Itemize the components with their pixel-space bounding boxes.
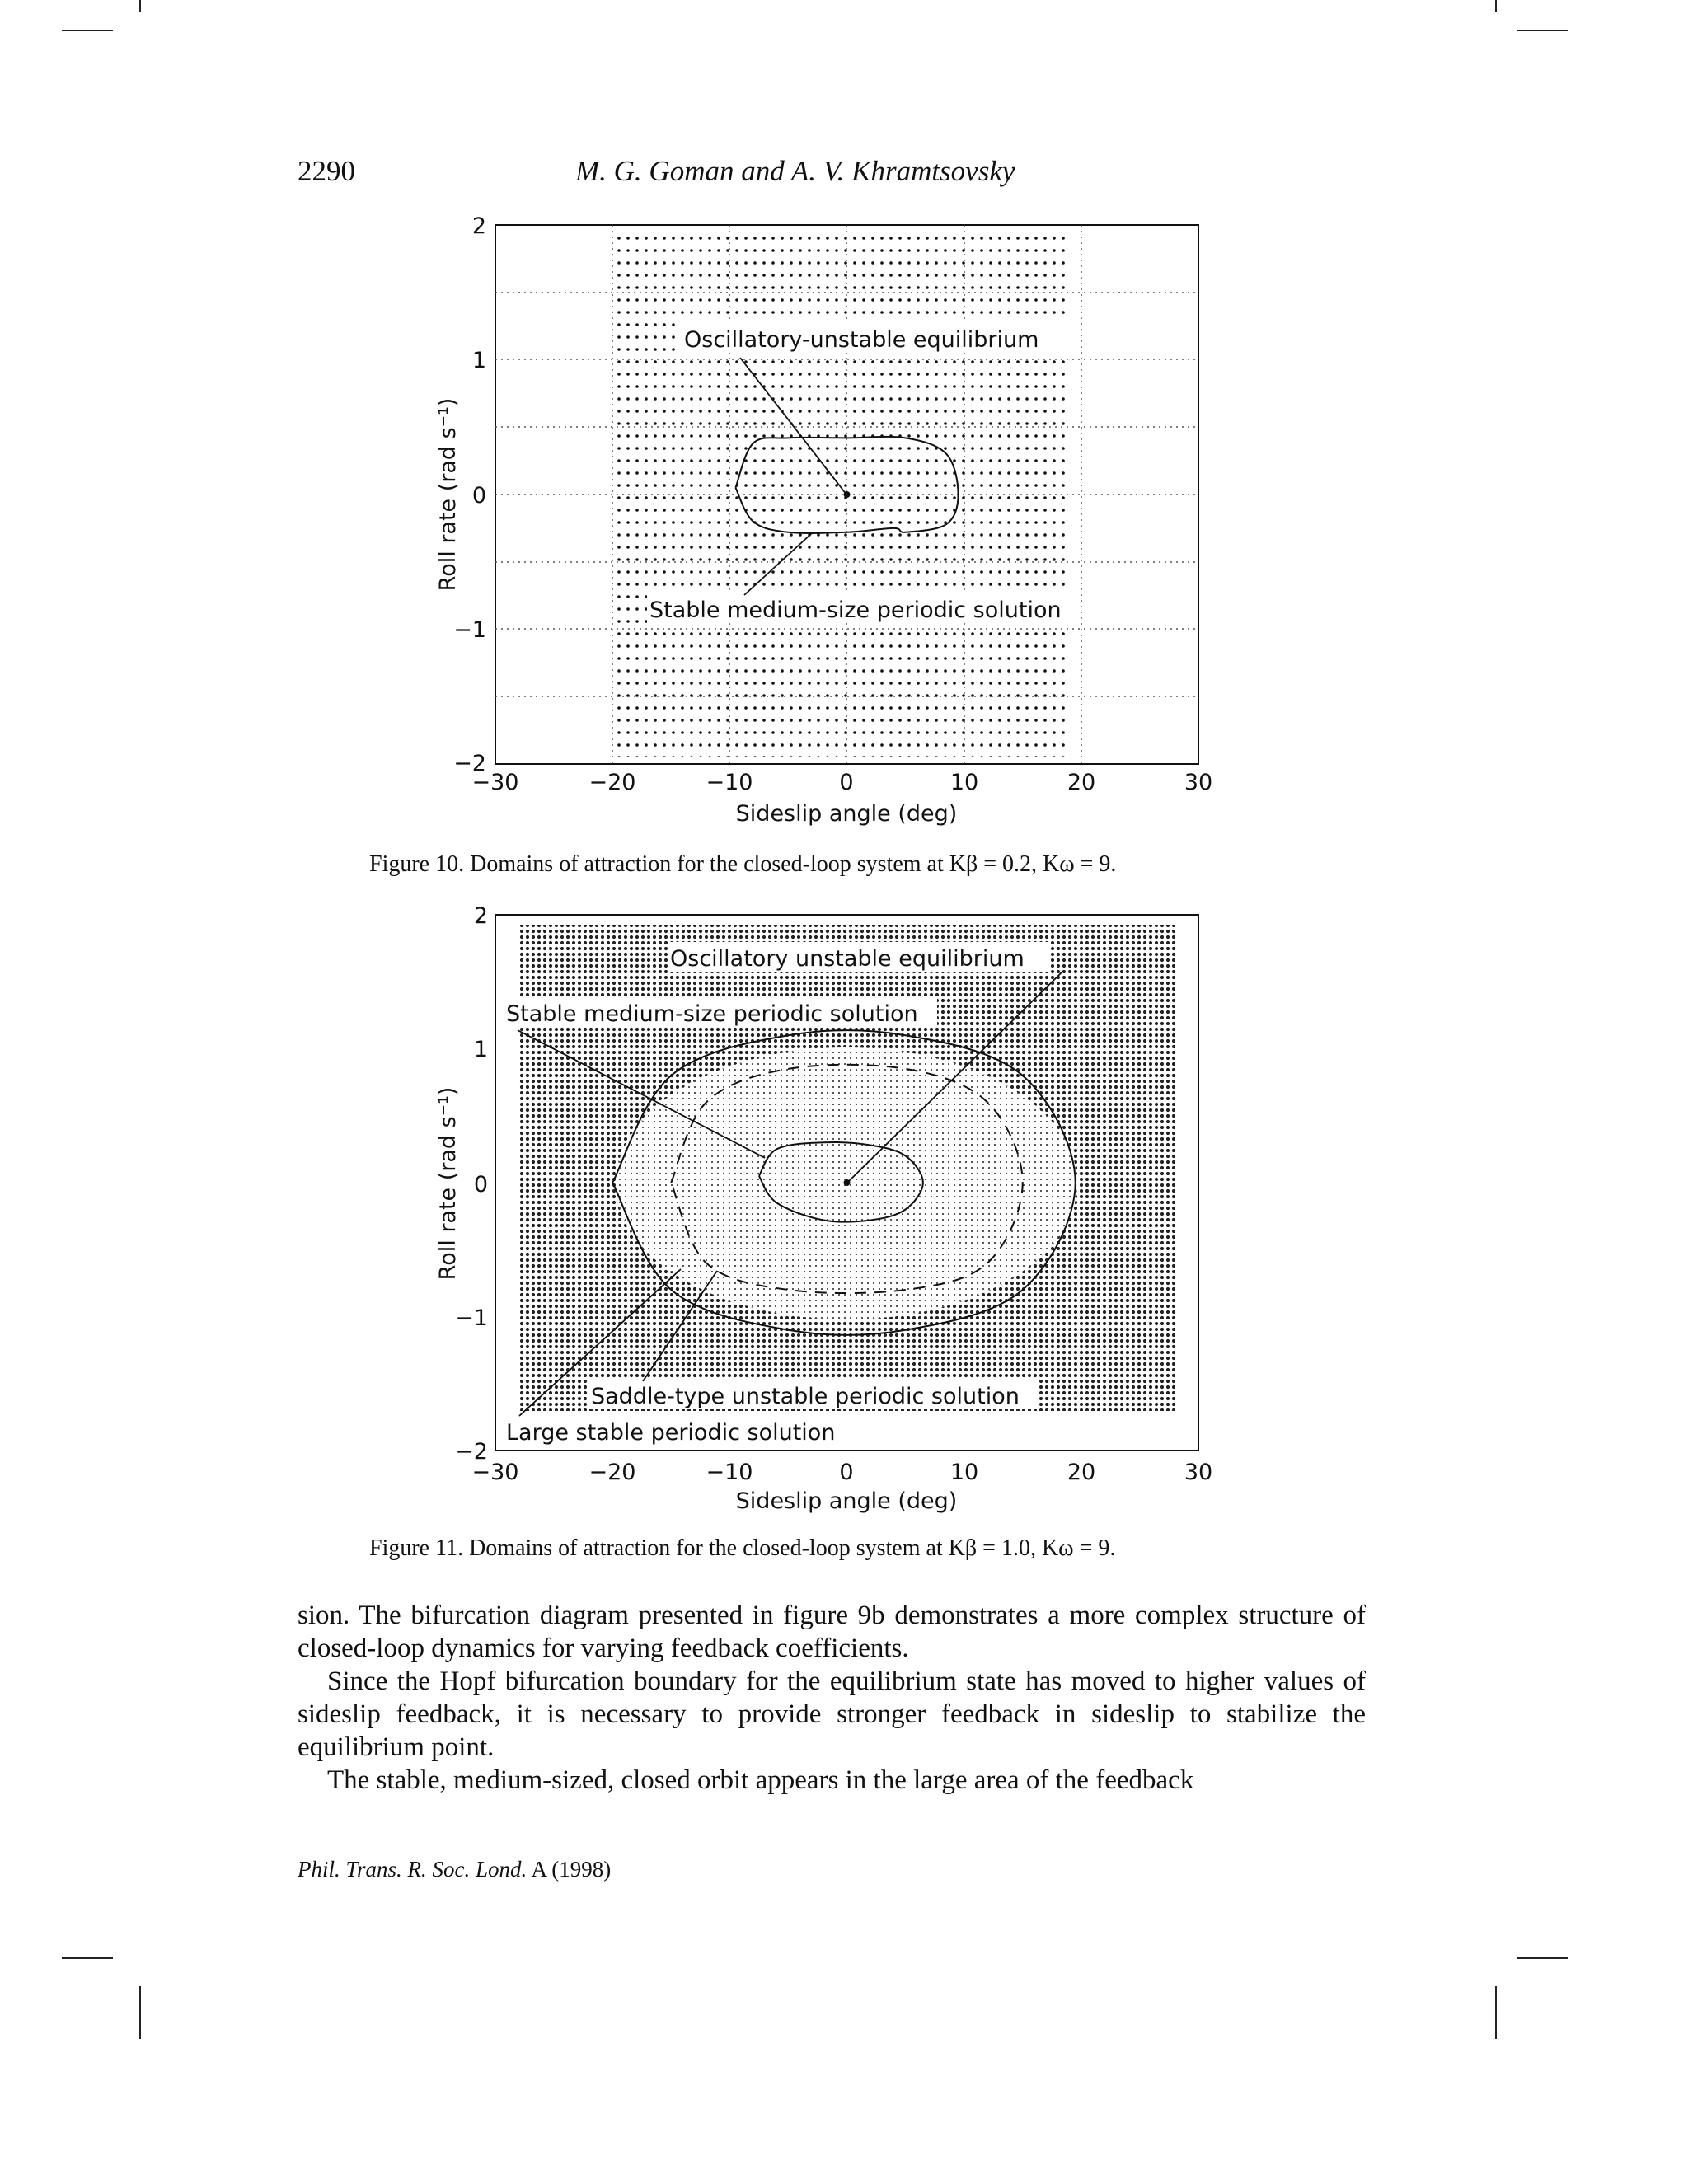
annotation-stable-medium-periodic-solution: Stable medium-size periodic solution bbox=[506, 1001, 918, 1027]
x-axis-label: Sideslip angle (deg) bbox=[735, 801, 958, 827]
figure-11-caption: Figure 11. Domains of attraction for the closed-loop system at Kβ = 1.0, Kω = 9. bbox=[369, 1535, 1116, 1561]
y-tick-label: −1 bbox=[453, 617, 486, 643]
y-tick-label: −2 bbox=[453, 751, 486, 776]
x-tick-label: 30 bbox=[1184, 1460, 1213, 1485]
annotation-saddle-unstable-periodic-solution: Saddle-type unstable periodic solution bbox=[591, 1384, 1020, 1409]
x-tick-label: 0 bbox=[839, 770, 854, 795]
page-number: 2290 bbox=[298, 155, 355, 187]
x-tick-label: 0 bbox=[839, 1460, 854, 1485]
running-header-authors: M. G. Goman and A. V. Khramtsovsky bbox=[575, 155, 1015, 187]
x-tick-label: 10 bbox=[950, 770, 979, 795]
annotation-large-stable-periodic-solution: Large stable periodic solution bbox=[506, 1420, 836, 1446]
x-tick-label: 20 bbox=[1067, 1460, 1096, 1485]
y-tick-label: 2 bbox=[473, 903, 488, 929]
y-tick-label: 2 bbox=[471, 213, 486, 239]
y-tick-label: 0 bbox=[473, 1172, 488, 1197]
paragraph: Since the Hopf bifurcation boundary for the equilibrium state has moved to higher values of sideslip feedback, it is necessary to provide stronger feedback in sideslip to stabilize the equilibrium point. bbox=[298, 1666, 1366, 1762]
figure-10-caption: Figure 10. Domains of attraction for the closed-loop system at Kβ = 0.2, Kω = 9. bbox=[369, 851, 1117, 877]
figure-10-chart bbox=[435, 213, 1212, 827]
paragraph: sion. The bifurcation diagram presented in figure 9b demonstrates a more complex structure of closed-loop dynamics for varying feedback coefficients. bbox=[298, 1601, 1366, 1663]
journal-series: A (1998) bbox=[531, 1857, 612, 1882]
y-tick-label: −1 bbox=[455, 1305, 488, 1331]
y-tick-label: −2 bbox=[455, 1439, 488, 1465]
x-tick-label: −30 bbox=[471, 770, 519, 795]
x-tick-label: −20 bbox=[588, 1460, 636, 1485]
annotation-stable-medium-periodic-solution: Stable medium-size periodic solution bbox=[649, 598, 1062, 623]
y-axis-label: Roll rate (rad s⁻¹) bbox=[435, 1086, 461, 1281]
x-tick-label: −10 bbox=[706, 770, 753, 795]
x-tick-label: −30 bbox=[471, 1460, 519, 1485]
x-tick-label: 20 bbox=[1067, 770, 1096, 795]
annotation-oscillatory-unstable-equilibrium: Oscillatory unstable equilibrium bbox=[670, 946, 1025, 972]
paragraph: The stable, medium-sized, closed orbit appears in the large area of the feedback bbox=[327, 1765, 1194, 1795]
x-axis-label: Sideslip angle (deg) bbox=[735, 1488, 958, 1514]
y-tick-label: 0 bbox=[471, 483, 486, 509]
x-tick-label: −10 bbox=[706, 1460, 753, 1485]
journal-footer bbox=[298, 1857, 611, 1882]
figure-11-chart bbox=[435, 903, 1212, 1514]
annotation-oscillatory-unstable-equilibrium: Oscillatory-unstable equilibrium bbox=[684, 327, 1039, 353]
x-tick-label: 30 bbox=[1184, 770, 1213, 795]
x-tick-label: −20 bbox=[588, 770, 636, 795]
journal-name: Phil. Trans. R. Soc. Lond. bbox=[298, 1857, 528, 1882]
y-axis-label: Roll rate (rad s⁻¹) bbox=[435, 397, 461, 592]
body-text bbox=[298, 1599, 1366, 1797]
y-tick-label: 1 bbox=[471, 348, 486, 373]
x-tick-label: 10 bbox=[950, 1460, 979, 1485]
y-tick-label: 1 bbox=[473, 1037, 488, 1062]
